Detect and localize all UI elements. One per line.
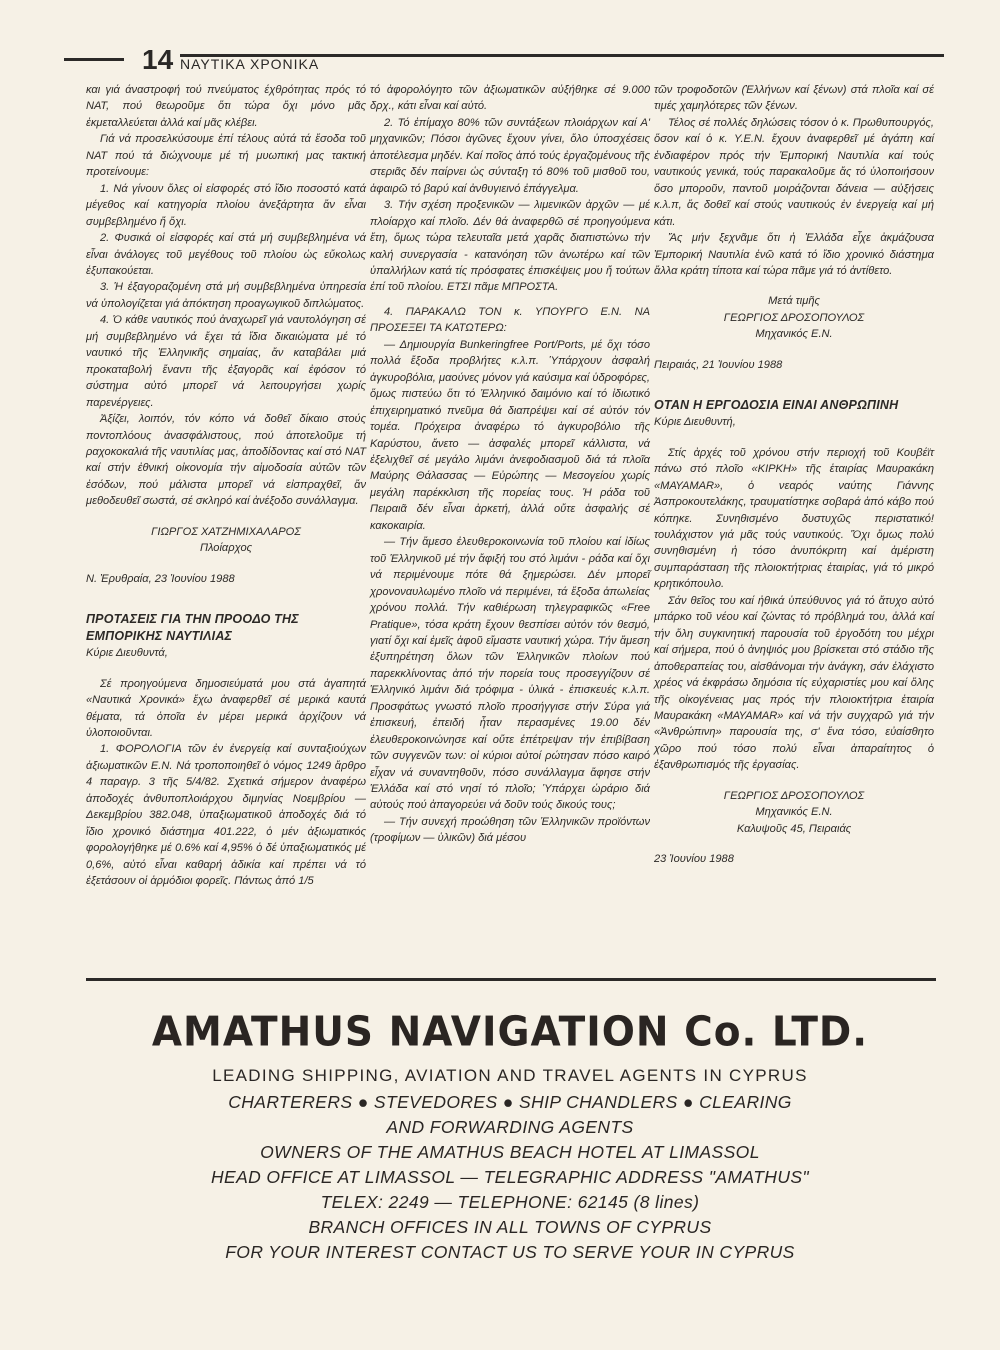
ad-hotel: OWNERS OF THE AMATHUS BEACH HOTEL AT LIMASSOL	[260, 1142, 760, 1162]
paragraph: 2. Φυσικά οἱ εἰσφορές καί στά μή συμβεβλημένα νά εἶναι ἀνάλογες τοῦ μεγέθους τοῦ πλοίου ὡς εὔκολως ἐξυπακούεται.	[86, 232, 366, 277]
signature-title: Μηχανικός Ε.Ν.	[755, 328, 833, 341]
salutation: Κύριε Διευθυντή,	[654, 416, 736, 429]
page-number: 14	[142, 44, 174, 75]
dateline: Πειραιάς, 21 Ἰουνίου 1988	[654, 358, 783, 371]
ad-head-office: HEAD OFFICE AT LIMASSOL — TELEGRAPHIC ADDRESS "AMATHUS"	[210, 1167, 810, 1187]
signature-title: Μηχανικός Ε.Ν.	[755, 806, 833, 819]
page-header	[64, 44, 944, 80]
paragraph: 4. ΠΑΡΑΚΑΛΩ ΤΟΝ κ. ΥΠΟΥΡΓΟ Ε.Ν. ΝΑ ΠΡΟΣΕΞΕΙ ΤΑ ΚΑΤΩΤΕΡΩ:	[370, 305, 650, 335]
paragraph: τῶν τροφοδοτῶν (Ἑλλήνων καί ξένων) στά πλοῖα καί σέ τιμές χαμηλότερες τῶν ξένων.	[654, 84, 934, 113]
paragraph: 2. Τό ἐπίμαχο 80% τῶν συντάξεων πλοιάρχων καί Α' μηχανικῶν; Πόσοι ἀγῶνες ἔχουν γίνει, ὅλο ὑποσχέσεις ἀποτέλεσμα μηδέν. Καί ποῖος ἀπό τούς ἐργαζομένους τῆς στεριᾶς δέν παίρνει ὡς σύνταξη τό 80% τοῦ μισθοῦ του, ἀφαιρῶ τό βαρύ καί ἀνθυγιεινό ἐπάγγελμα.	[370, 116, 650, 195]
paragraph: 1. Νά γίνουν ὅλες οἱ εἰσφορές στό ἴδιο ποσοστό κατά μέγεθος καί κατηγορία πλοίου ἀνεξάρτητα ἄν εἶναι συμβεβλημένο ἤ ὄχι.	[86, 182, 366, 228]
paragraph: 3. Ἡ ἐξαγοραζομένη στά μή συμβεβλημένα ὑπηρεσία νά ὑπολογίζεται γιά ἀπόκτηση προαγωγικοῦ διπλώματος.	[86, 281, 366, 310]
paragraph: Στίς ἀρχές τοῦ χρόνου στήν περιοχή τοῦ Κουβέϊτ πάνω στό πλοῖο «ΚΙΡΚΗ» τῆς ἑταιρίας Μαυρακάκη «ΜΑΥΑΜΑR», ὁ νεαρός ναύτης Γιάννης Ἀσπροκουτελάκης, τραυματίστηκε σοβαρά ἀπό κάβο πού κόπηκε. Συνηθισμένο δυστυχῶς περιστατικό! τουλάχιστον γιά μᾶς τούς ναυτικούς. Ὅχι ὅμως πολύ συνηθισμένη ἡ τόσο ἀνυπόκριτη καί ἀμέριστη συμπαράσταση τῆς πλοιοκτήτριας ἑταιρίας, γιά τό μικρό κρητικόπουλο.	[654, 446, 934, 591]
header-rule-left	[64, 58, 124, 61]
paragraph: Γιά νά προσελκύσουμε ἐπί τέλους αὐτά τά ἔσοδα τοῦ ΝΑΤ πού τά διώχνουμε μέ τή μυωπική μας τακτική προτείνουμε:	[86, 133, 366, 179]
article-headline: ΠΡΟΤΑΣΕΙΣ ΓΙΑ ΤΗΝ ΠΡΟΟΔΟ ΤΗΣ ΕΜΠΟΡΙΚΗΣ ΝΑΥΤΙΛΙΑΣ	[86, 612, 299, 644]
paragraph: 1. ΦΟΡΟΛΟΓΙΑ τῶν ἐν ἐνεργείᾳ καί συνταξιούχων ἀξιωματικῶν Ε.Ν. Νά τροποποιηθεῖ ὁ νόμος 1249 ἄρθρο 4 παραγρ. 3 τῆς 5/4/82. Σχετικά σήμερον ἀναφέρω ἀποδοχές ἀνθυποπλοιάρχου διμηνίας Νοεμβρίου — Δεκεμβρίου 382.048, ὑπαξιωματικοῦ ἀποδοχές διά τό ἴδιο χρονικό διάστημα 401.222, ὁ μέν ἀξιωματικός φορολογήθηκε μέ 0.6% καί 4,95% ὁ δέ ὑπαξιωματικός μέ 0,6%, αὐτό εἶναι καθαρή ἀδικία καί πρέπει νά τό ἐξετάσουν οἱ ἁρμόδιοι φορεῖς. Πάντως ἀπό 1/5	[86, 743, 366, 888]
paragraph: και γιά άναστροφή τού πνεύματος έχθρότητας πρός τό ΝΑΤ, πού θεωροῦμε ὅτι τώρα ὄχι μόνο μᾶς ἐκμεταλλεύεται ἀλλά καί μᾶς κλέβει.	[86, 84, 366, 129]
signature-name: ΓΕΩΡΓΙΟΣ ΔΡΟΣΟΠΟΥΛΟΣ	[723, 311, 865, 324]
salutation: Κύριε Διευθυντά,	[86, 647, 168, 660]
advertisement	[90, 992, 930, 1265]
paragraph: Τέλος σέ πολλές δηλώσεις τόσον ὁ κ. Πρωθυπουργός, ὅσον καί ὁ κ. Υ.Ε.Ν. ἔχουν ἀναφερθεῖ μέ ἀγάπη καί ἐνδιαφέρον πρός τήν Ἐμπορική Ναυτιλία καί τούς ναυτικούς γενικά, τούς παρακαλοῦμε ἄς τό ὑλοποιήσουν ὅσο μποροῦν, παντοῦ μοιράζονται δάνεια — αὐξήσεις κ.λ.π, ἄς δοθεῖ καί στούς ναυτικούς ἐν ἐνεργείᾳ καί μή κάτι.	[654, 116, 934, 228]
column-1	[86, 82, 366, 889]
ad-company-name: AMATHUS NAVIGATION Co. LTD.	[151, 1008, 869, 1057]
ad-contact: FOR YOUR INTEREST CONTACT US TO SERVE YOUR IN CYPRUS	[225, 1242, 795, 1262]
paragraph: Ἄς μήν ξεχνᾶμε ὅτι ἡ Ἑλλάδα εἶχε ἀκμάζουσα Ἐμπορική Ναυτιλία ἐνῶ κατά τό ἴδιο χρονικό διάστημα ἄλλα κράτη τίποτα καί τώρα πᾶμε γιά τό ἀντίθετο.	[654, 232, 934, 277]
paragraph: τό ἀφορολόγητο τῶν ἀξιωματικῶν αὐξήθηκε σέ 9.000 δρχ., κάτι εἶναι καί αὐτό.	[370, 84, 650, 113]
signature-name: ΓΙΩΡΓΟΣ ΧΑΤΖΗΜΙΧΑΛΑΡΟΣ	[151, 525, 301, 538]
paragraph: Σέ προηγούμενα δημοσιεύματά μου στά ἀγαπητά «Ναυτικά Χρονικά» ἔχω ἀναφερθεῖ σέ μερικά καυτά θέματα, τά ὁποῖα ἐν μέρει μερικά ἀρχίζουν νά ὑλοποιοῦνται.	[86, 677, 366, 739]
paragraph: Ἀξίζει, λοιπόν, τόν κόπο νά δοθεῖ δίκαιο στούς ποντοπλόους ἀνασφάλιστους, πού ἀποτελοῦμε τή ραχοκοκαλιά τῆς ναυτιλίας μας, ἀποδίδοντας καί στό ΝΑΤ καί στήν ἐθνική οἰκονομία τήν αἱμοδοσία αὐτῶν τῶν ἐσόδων, πού μάλιστα μπορεῖ νά εἰσπραχθεῖ, ἄν μεθοδευθεῖ σωστά, σέ σκληρό καί ἀνέξοδο συνάλλαγμα.	[86, 413, 366, 508]
section-divider	[86, 978, 936, 981]
paragraph: 4. Ὁ κάθε ναυτικός πού ἀναχωρεῖ γιά ναυτολόγηση σέ μή συμβεβλημένο νά ἔχει τά ἴδια δικαιώματα μέ τό ναυτικό τῆς Ἑλληνικῆς σημαίας, ἄν καταβάλει μιά προκαταβολή ἔναντι τῆς ἐξαγορᾶς καί ἐφόσον τό σύστημα αὐτό μπορεῖ νά λειτουργήσει χωρίς παρενέργειες.	[86, 314, 366, 409]
column-2	[370, 82, 650, 847]
paragraph: Σάν θεῖος του καί ἠθικά ὑπεύθυνος γιά τό ἄτυχο αὐτό μπάρκο τοῦ νέου καί ζώντας τό πρόβλημά του, ἀλλά καί τήν ὅλη συγκινητική παρουσία τοῦ ἐργοδότη του μέχρι καί σήμερα, πού ὁ ἀνηψιός μου βρίσκεται στό στάδιο τῆς ἀποθεραπείας του, αἰσθάνομαι τήν ἀνάγκη, σάν ἐλάχιστο χρέος νά ἐκφράσω δημόσια τίς εὐχαριστίες μου καί ὅλης τῆς οἰκογένειας μας πρός τήν πλοιοκτήτρια ἑταιρία Μαυρακάκη «ΜΑΥΑΜΑR» καί νά τήν συγχαρῶ γιά τήν «Ἀνθρώπινη» παρουσία της, σ' ἕνα τόσο, εὐαίσθητο χῶρο πού τόσο πολύ εἶναι ἀπαραίτητος ὁ ἐξανθρωπισμός τῆς ἐργασίας.	[654, 594, 934, 772]
ad-services: CHARTERERS ● STEVEDORES ● SHIP CHANDLERS ● CLEARING	[228, 1092, 792, 1112]
publication-title: ΝΑΥΤΙΚΑ ΧΡΟΝΙΚΑ	[180, 56, 320, 72]
column-3	[654, 82, 934, 868]
paragraph: — Τήν συνεχή προώθηση τῶν Ἑλληνικῶν προϊόντων (τροφίμων — ὑλικῶν) διά μέσου	[370, 815, 650, 845]
signature-closing: Μετά τιμῆς	[768, 295, 820, 308]
dateline: Ν. Ἐρυθραία, 23 Ἰουνίου 1988	[86, 572, 235, 585]
paragraph: 3. Τήν σχέση προξενικῶν — λιμενικῶν ἀρχῶν — μέ πλοίαρχο καί πλοῖο. Δέν θά ἀναφερθῶ σέ προηγούμενα ἔτη, ὅμως τώρα τελευταῖα μετά χαρᾶς διαπιστώνω τήν καλή συνεργασία - κατανόηση τῶν ἀνωτέρω καί τῶν ὑπαλλήλων κατά τίς πρόσφατες ἐπισκέψεις μου ἤ τούτων ἐπί τοῦ πλοίου. ΕΤΣΙ πᾶμε ΜΠΡΟΣΤΑ.	[370, 199, 650, 294]
ad-telex-telephone: TELEX: 2249 — TELEPHONE: 62145 (8 lines)	[320, 1192, 700, 1212]
ad-branch-offices: BRANCH OFFICES IN ALL TOWNS OF CYPRUS	[308, 1217, 712, 1237]
signature-address: Καλυψοῦς 45, Πειραιάς	[736, 822, 852, 835]
ad-tagline: LEADING SHIPPING, AVIATION AND TRAVEL AGENTS IN CYPRUS	[212, 1066, 808, 1085]
ad-services-cont: AND FORWARDING AGENTS	[386, 1117, 634, 1137]
paragraph: — Τήν ἄμεσο ἐλευθεροκοινωνία τοῦ πλοίου καί ἰδίως τοῦ Ἑλληνικοῦ μέ τήν ἄφιξή του στό λιμάνι - ράδα καί ὅχι νά περιμένουμε πότε θά ξημερώσει. Δέν μπορεῖ χρονοναυλωμένο πλοῖο νά περιμένει, τά ἔξοδα ἀπωλείας χρόνου πολλά. Τήν καθιέρωση τηλεγραφικῶς «Free Pratique», τόσα κράτη ἔχουν θεσπίσει αὐτόν τόν θεσμό, γιατί ὅχι καί ἐμεῖς ἀφοῦ εἴμαστε ναυτική χώρα. Τήν ἄμεση ἐξυπηρέτηση ὅλων τῶν Ἑλληνικῶν πλοίων πού παρεκκλίνοντας ἀπό τήν πορεία τους προσεγγίζουν σέ Ἑλληνικό λιμάνι διά τρόφιμα - ὑλικά - ἐπισκευές κ.λ.π. Προσφάτως γνωστό πλοῖο προσήγγισε στήν Σύρα γιά ἐπισκευή, ἐπειδή ἦταν περασμένες 19.00 δέν ἐλευθεροκοινώνησε καί οὔτε ἐπέτρεψαν τήν ἐπιβίβαση τῶν συγγενῶν των: οἱ κύριοι αὐτοί ρώτησαν πόσο καιρό εἶχαν νά συναντηθοῦν, πόσο συνάλλαγμα ἄφησε στήν Ἑλλάδα καί στό νησί τό πλοῖο; Ὑπάρχει ὡράριο διά αὐτούς πού ἀπαγορεύει νά δοῦν τούς δικούς τους;	[370, 536, 650, 812]
dateline: 23 Ἰουνίου 1988	[654, 853, 734, 866]
signature-title: Πλοίαρχος	[199, 542, 253, 555]
paragraph: — Δημιουργία Bunkeringfree Port/Ports, μέ ὅχι τόσο πολλά ἔξοδα προβλήτες κ.λ.π. Ὑπάρχουν ἀσφαλή ἀγκυροβόλια, μαούνες μόνον γιά καύσιμα καί ὑδροφόρες, ὅμως πιστεύω ὅτι τό Ἑλληνικό δαιμόνιο καί τό ἰδιωτικό ἐπιχειρηματικό πνεῦμα θά διαπρέψει καί σέ αὐτόν τόν τομέα. Πρόχειρα ἀναφέρω τό ἀγκυροβόλιο τῆς Καρύστου, ἄνετο — ἀσφαλές μπορεῖ κάλλιστα, νά ἐξελιχθεῖ σέ μεγάλο λιμάνι ἀνεφοδιασμοῦ διά τά πλοῖα Μαύρης Θάλασσας — Εὐρώπης — Μεσογείου χωρίς μεγάλη παρέκκλιση τῆς πορείας τους. Ἡ ράδα τοῦ Πειραιᾶ δέν εἶναι ἀρκετή, ἀλλά οὔτε ἀσφαλής σέ κακοκαιρία.	[370, 338, 650, 532]
signature-name: ΓΕΩΡΓΙΟΣ ΔΡΟΣΟΠΟΥΛΟΣ	[723, 789, 865, 802]
article-headline: ΟΤΑΝ Η ΕΡΓΟΔΟΣΙΑ ΕΙΝΑΙ ΑΝΘΡΩΠΙΝΗ	[654, 398, 899, 413]
